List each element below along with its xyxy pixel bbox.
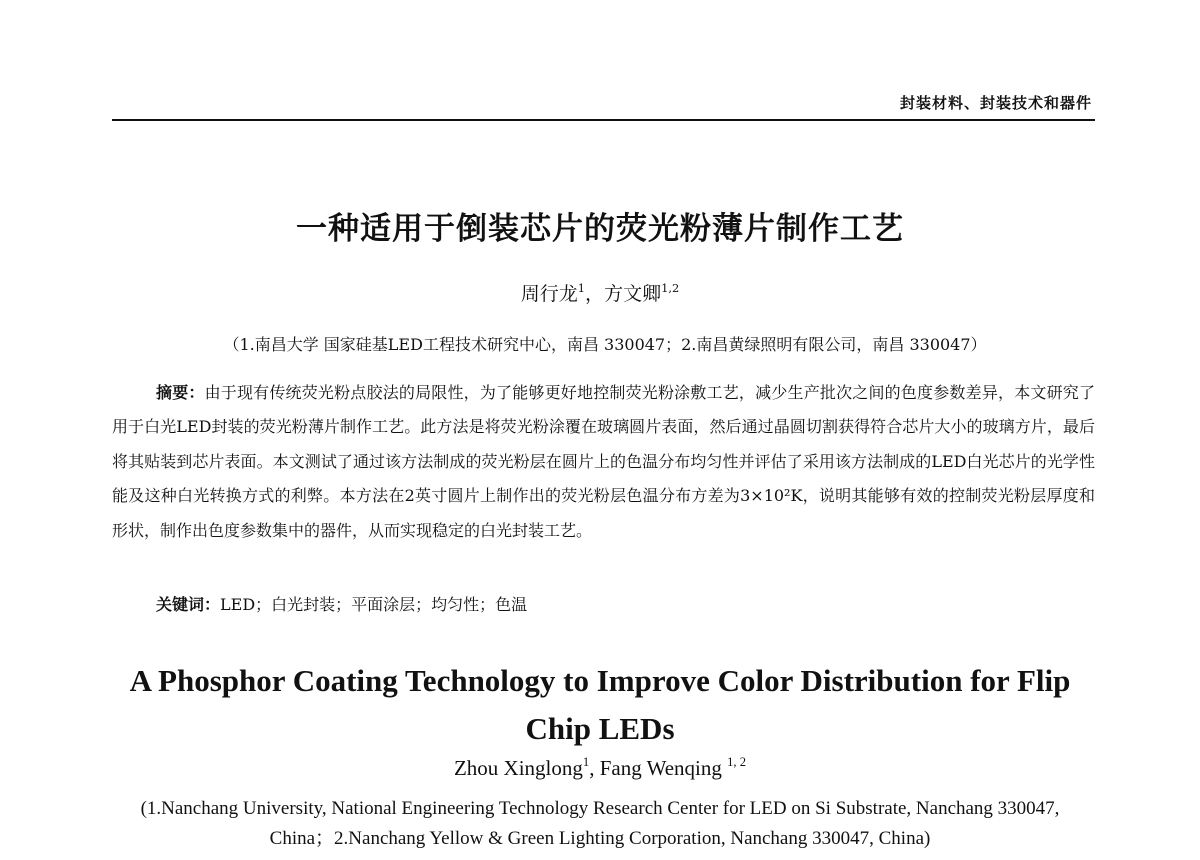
english-authors: [0, 756, 1200, 781]
chinese-authors: [0, 279, 1200, 306]
chinese-abstract: [112, 376, 1095, 548]
author-name: 周行龙: [520, 283, 578, 305]
chinese-affiliation: （1.南昌大学 国家硅基LED工程技术研究中心，南昌 330047；2.南昌黄绿照明有限公司，南昌 330047）: [223, 335, 987, 354]
author-affiliation-mark: 1: [577, 281, 586, 296]
author-separator: ，: [585, 283, 605, 305]
chinese-keywords: [156, 592, 527, 615]
author-affiliation-mark: 1,2: [661, 281, 680, 296]
author-name: Fang Wenqing: [599, 756, 722, 780]
english-title: A Phosphor Coating Technology to Improve Color Distribution for Flip Chip LEDs: [129, 663, 1071, 746]
author-separator: ,: [589, 756, 600, 780]
author-affiliation-mark: 1, 2: [727, 755, 747, 770]
chinese-title: 一种适用于倒装芯片的荧光粉薄片制作工艺: [296, 211, 904, 247]
author-name: Zhou Xinglong: [453, 756, 583, 780]
author-affiliation-mark: 1: [582, 755, 590, 770]
header-rule: [112, 119, 1095, 121]
keywords-label: 关键词：: [156, 595, 221, 614]
english-affiliation: (1.Nanchang University, National Engineering Technology Research Center for LED on Si Substrate, Nanchang 330047, China；2.Nanchang Yellow & Green Lighting Corporation, Nanchang 330047, China): [140, 798, 1060, 849]
abstract-text: 由于现有传统荧光粉点胶法的局限性，为了能够更好地控制荧光粉涂敷工艺，减少生产批次之间的色度参数差异，本文研究了用于白光LED封装的荧光粉薄片制作工艺。此方法是将荧光粉涂覆在玻璃圆片表面，然后通过晶圆切割获得符合芯片大小的玻璃方片，最后将其贴装到芯片表面。本文测试了通过该方法制成的荧光粉层在圆片上的色温分布均匀性并评估了采用该方法制成的LED白光芯片的光学性能及这种白光转换方式的利弊。本方法在2英寸圆片上制作出的荧光粉层色温分布方差为3×10²K，说明其能够有效的控制荧光粉层厚度和形状，制作出色度参数集中的器件，从而实现稳定的白光封装工艺。: [112, 383, 1095, 540]
abstract-label: 摘要：: [156, 383, 205, 402]
running-header: 封装材料、封装技术和器件: [899, 94, 1092, 112]
author-name: 方文卿: [604, 283, 662, 305]
keywords-text: LED；白光封装；平面涂层；均匀性；色温: [220, 595, 528, 614]
